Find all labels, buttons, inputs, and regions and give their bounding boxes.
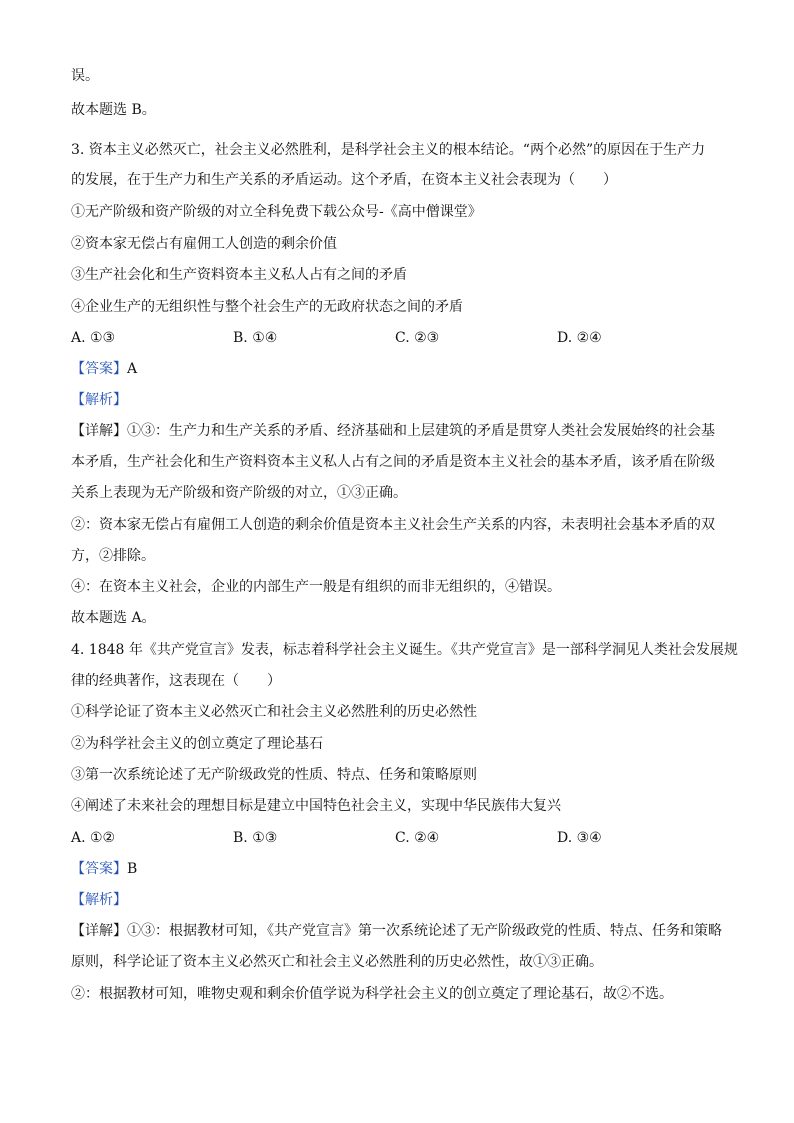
q4-choice-c: C. ②④ — [395, 830, 440, 846]
q4-choice-b: B. ①③ — [233, 830, 278, 846]
q3-stem-line-1: 3. 资本主义必然灭亡，社会主义必然胜利，是科学社会主义的根本结论。“两个必然”的原因在于生产力 — [71, 142, 706, 158]
q4-detail-text-1: ①③：根据教材可知，《共产党宣言》第一次系统论述了无产阶级政党的性质、特点、任务和策略 — [127, 923, 722, 939]
previous-answer-tail: 误。 — [71, 68, 99, 84]
q3-detail-text-1: ①③：生产力和生产关系的矛盾、经济基础和上层建筑的矛盾是贯穿人类社会发展始终的社会基 — [127, 423, 715, 439]
q3-choice-b: B. ①④ — [233, 330, 278, 346]
q3-detail-line-6: ④：在资本主义社会，企业的内部生产一般是有组织的而非无组织的，④错误。 — [71, 579, 561, 595]
q3-stem-line-2: 的发展，在于生产力和生产关系的矛盾运动。这个矛盾，在资本主义社会表现为（ ） — [71, 172, 617, 188]
previous-conclusion: 故本题选 B。 — [71, 102, 156, 118]
q3-option-1: ①无产阶级和资产阶级的对立全科免费下载公众号-《高中僧课堂》 — [71, 204, 482, 220]
q3-choices — [71, 328, 726, 348]
q3-option-4: ④企业生产的无组织性与整个社会生产的无政府状态之间的矛盾 — [71, 299, 463, 315]
q3-detail-tag: 【详解】 — [71, 423, 127, 439]
q3-conclusion: 故本题选 A。 — [71, 610, 156, 626]
q4-option-4: ④阐述了未来社会的理想目标是建立中国特色社会主义，实现中华民族伟大复兴 — [71, 798, 561, 814]
q4-stem-line-1: 4. 1848 年《共产党宣言》发表，标志着科学社会主义诞生。《共产党宣言》是一部科学洞见人类社会发展规 — [71, 642, 738, 658]
q3-detail-line-5: 方，②排除。 — [71, 548, 155, 564]
q4-detail-line-1 — [71, 921, 726, 941]
q4-analysis-line — [71, 890, 726, 910]
q4-option-1: ①科学论证了资本主义必然灭亡和社会主义必然胜利的历史必然性 — [71, 704, 477, 720]
q3-detail-line-4: ②：资本家无偿占有雇佣工人创造的剩余价值是资本主义社会生产关系的内容，未表明社会基本矛盾的双 — [71, 517, 715, 533]
q3-choice-d: D. ②④ — [557, 330, 602, 346]
q3-detail-line-2: 本矛盾，生产社会化和生产资料资本主义私人占有之间的矛盾是资本主义社会的基本矛盾，该矛盾在阶级 — [71, 454, 715, 470]
q3-analysis-tag: 【解析】 — [71, 392, 127, 408]
q4-option-3: ③第一次系统论述了无产阶级政党的性质、特点、任务和策略原则 — [71, 767, 477, 783]
q3-detail-line-3: 关系上表现为无产阶级和资产阶级的对立，①③正确。 — [71, 485, 407, 501]
q3-option-3: ③生产社会化和生产资料资本主义私人占有之间的矛盾 — [71, 267, 407, 283]
q4-detail-tag: 【详解】 — [71, 923, 127, 939]
q4-analysis-tag: 【解析】 — [71, 892, 127, 908]
q4-detail-line-2: 原则，科学论证了资本主义必然灭亡和社会主义必然胜利的历史必然性，故①③正确。 — [71, 954, 603, 970]
q4-answer-tag: 【答案】 — [71, 861, 127, 877]
q4-answer-line — [71, 859, 726, 879]
q4-option-2: ②为科学社会主义的创立奠定了理论基石 — [71, 736, 323, 752]
q3-choice-c: C. ②③ — [395, 330, 440, 346]
q3-choice-a: A. ①③ — [71, 330, 116, 346]
q4-choice-d: D. ③④ — [557, 830, 602, 846]
q3-option-2: ②资本家无偿占有雇佣工人创造的剩余价值 — [71, 236, 337, 252]
q4-detail-line-3: ②：根据教材可知，唯物史观和剩余价值学说为科学社会主义的创立奠定了理论基石，故②不选。 — [71, 986, 673, 1002]
q3-analysis-line — [71, 390, 726, 410]
q4-answer: B — [127, 861, 138, 877]
q4-stem-line-2: 律的经典著作，这表现在（ ） — [71, 673, 281, 689]
q3-answer-tag: 【答案】 — [71, 361, 127, 377]
q4-choice-a: A. ①② — [71, 830, 116, 846]
q3-answer: A — [127, 361, 138, 377]
q4-choices — [71, 828, 726, 848]
q3-answer-line — [71, 359, 726, 379]
q3-detail-line-1 — [71, 421, 726, 441]
